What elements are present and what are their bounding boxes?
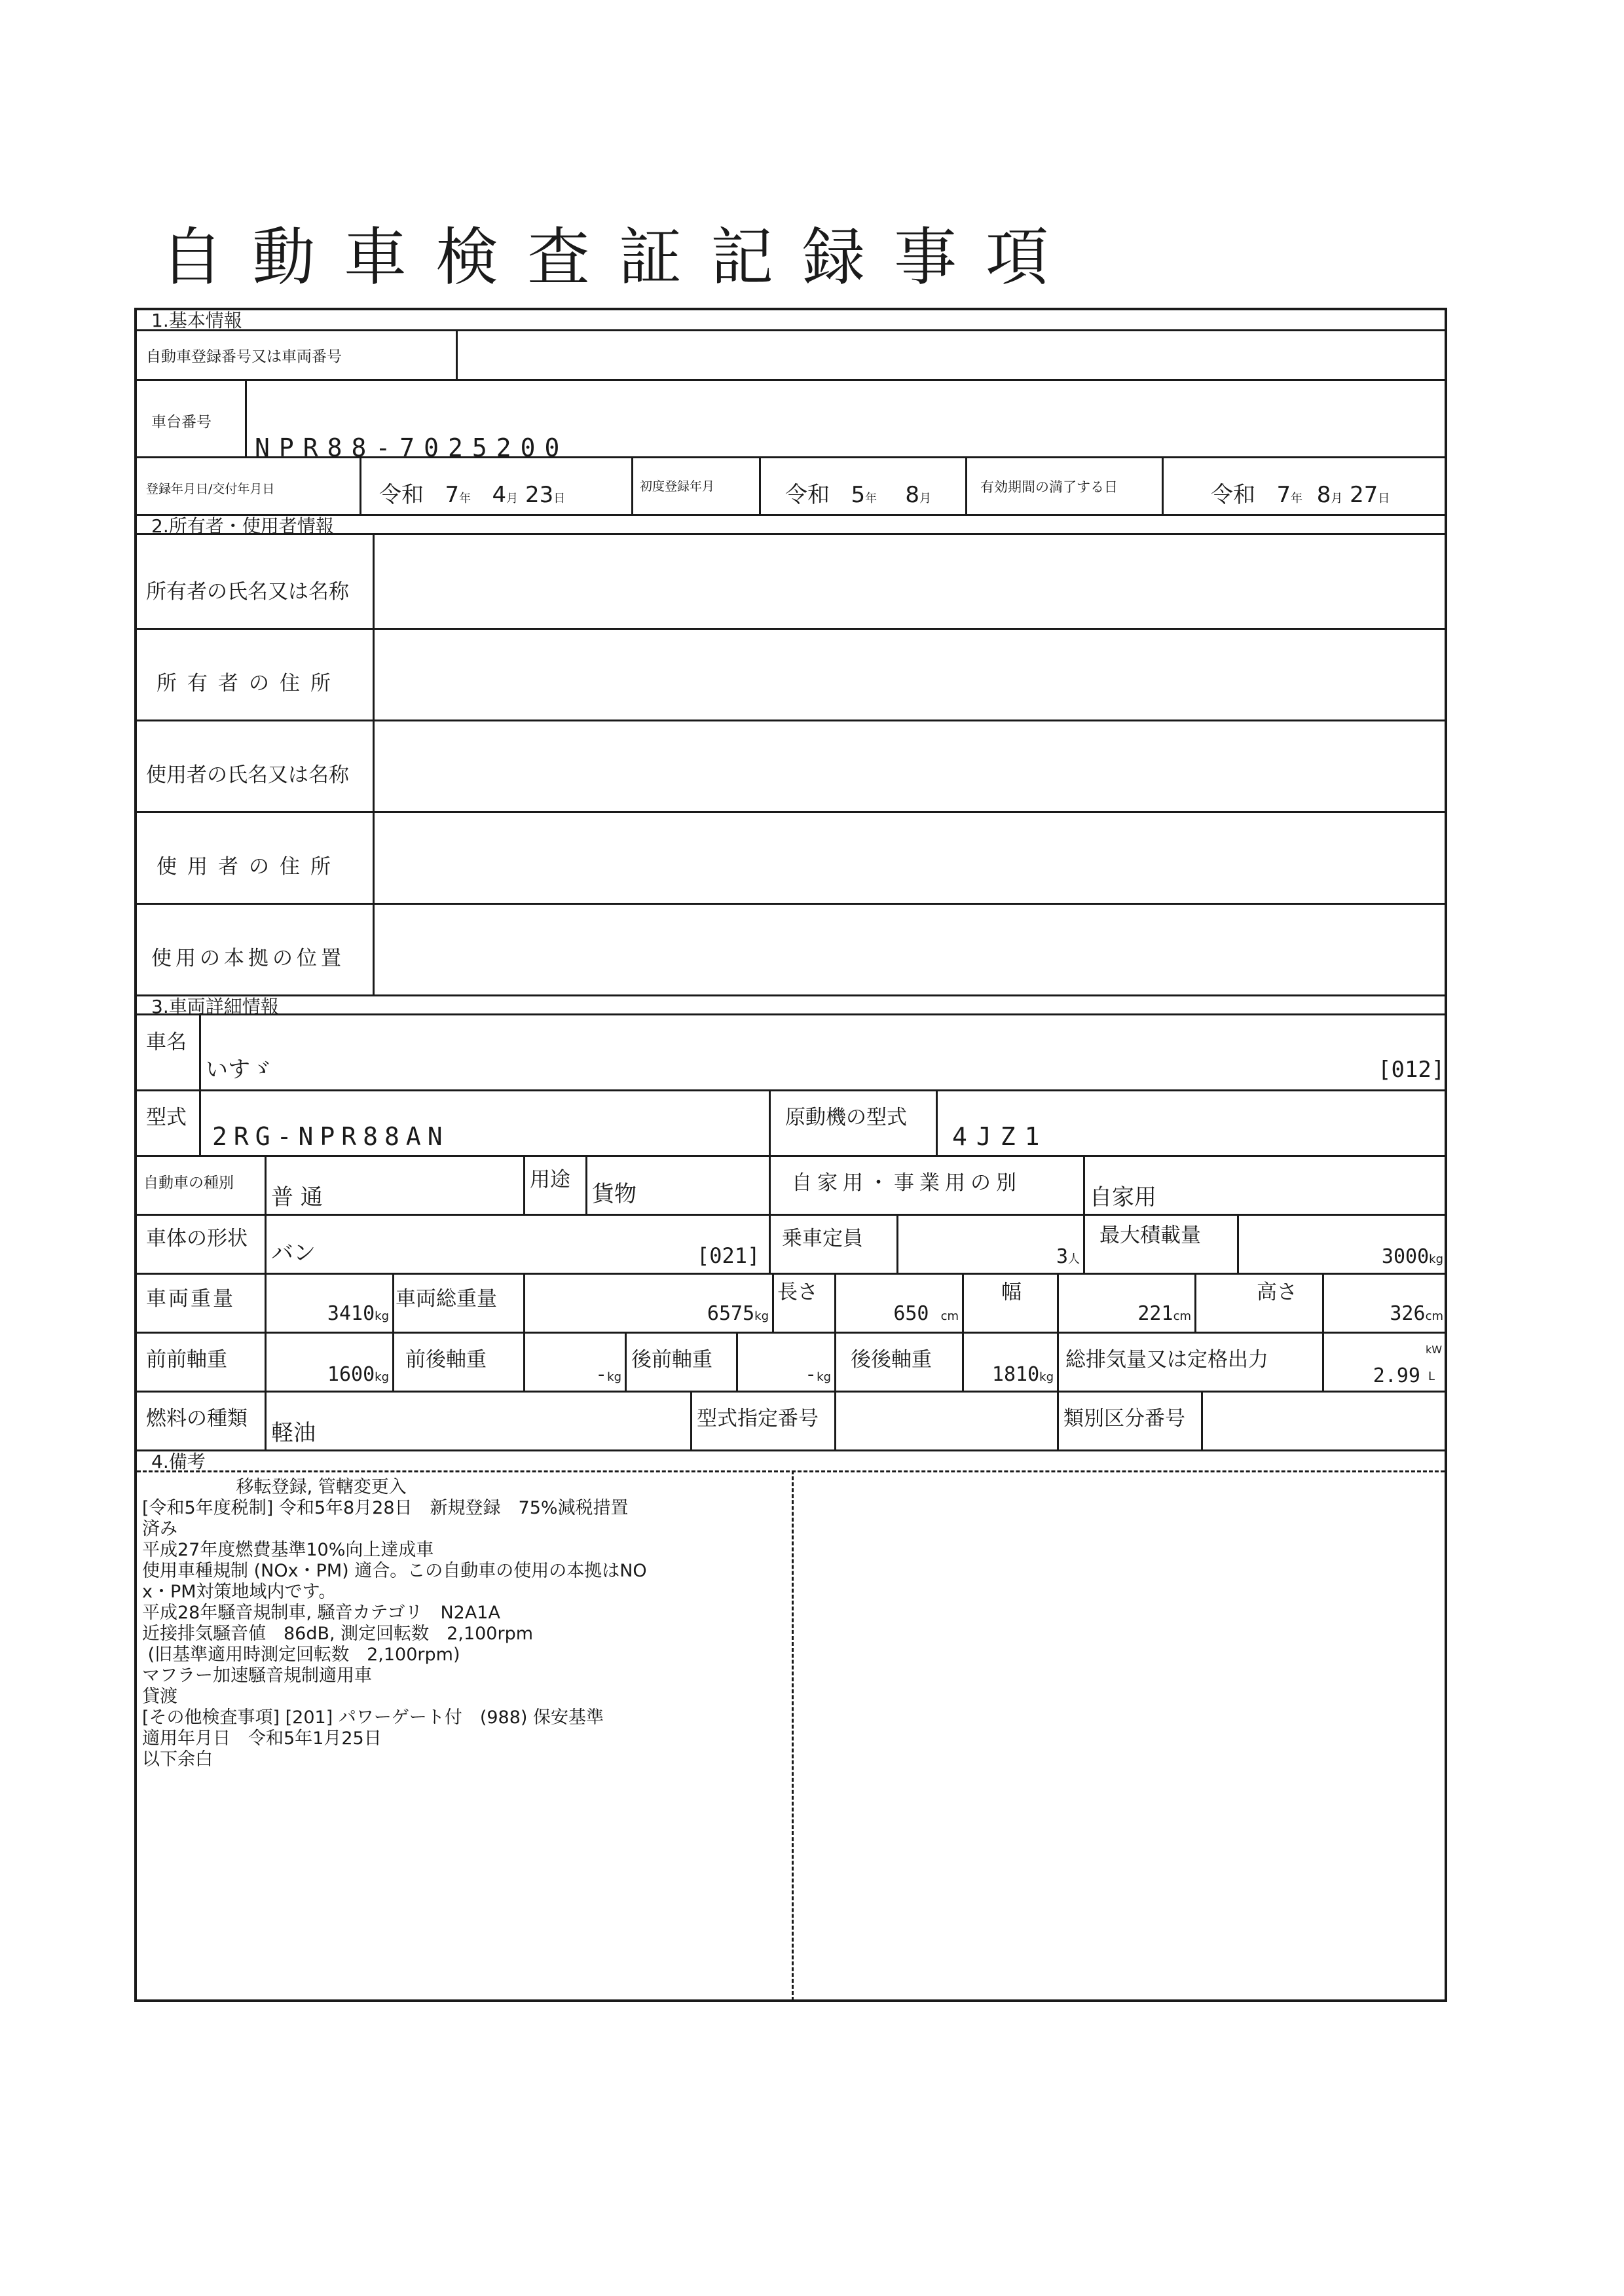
certificate-table [134,308,1447,2002]
document-title: 自動車検査証記録事項 [160,221,1077,294]
first-registration-label: 初度登録年月 [640,479,715,494]
engine-model-label: 原動機の型式 [785,1106,907,1129]
vehicle-weight-label: 車両重量 [146,1287,235,1311]
base-location-label: 使用の本拠の位置 [151,947,345,970]
max-load-label: 最大積載量 [1099,1224,1201,1247]
user-address-label: 使用者の住所 [157,855,341,879]
private-business-value: 自家用 [1090,1184,1156,1211]
front-rear-axle-label: 前後軸重 [405,1348,487,1372]
model-label: 型式 [146,1106,187,1129]
section-vehicle-header: 3.車両詳細情報 [137,994,1445,1015]
displacement-value: 2.99 [1373,1364,1420,1387]
seating-capacity-label: 乗車定員 [782,1227,863,1250]
rear-rear-axle-value: 1810kg [991,1363,1054,1386]
registration-date-label: 登録年月日/交付年月日 [146,482,275,496]
body-shape-value: バン [271,1240,316,1266]
expiry-date-label: 有効期間の満了する日 [980,479,1118,495]
rear-rear-axle-label: 後後軸重 [851,1348,932,1372]
expiry-date-value: 令和 7年 8月 27日 [1211,482,1390,508]
vehicle-kind-label: 自動車の種別 [143,1175,234,1192]
body-shape-code: [021] [697,1243,760,1268]
front-front-axle-label: 前前軸重 [146,1348,227,1372]
vehicle-kind-value: 普 通 [271,1184,323,1211]
gross-weight-label: 車両総重量 [396,1287,497,1311]
width-value: 221cm [1137,1302,1191,1325]
rear-front-axle-value: -kg [805,1363,831,1386]
displacement-unit-l: L [1428,1370,1435,1383]
section-basic-header: 1.基本情報 [137,310,1445,331]
section-owner-header: 2.所有者・使用者情報 [137,514,1445,535]
height-label: 高さ [1257,1281,1297,1304]
displacement-unit-kw: kW [1426,1343,1443,1356]
remarks-text: 移転登録, 管轄変更入 [令和5年度税制] 令和5年8月28日 新規登録 75%減税措置 済み 平成27年度燃費基準10%向上達成車 使用車種規制 (NOx・PM) 適合。この自動車の使用の本拠はNO x・PM対策地域内です。 平成28年騒音規制車, 騒音カテゴリ N2A1A 近接排気騒音値 86dB, 測定回転数 2,100rpm (旧基準適用時測定回転数 2,100rpm) マフラー加速騒音規制適用車 貸渡 [その他検査事項] [201] パワーゲート付 (988) 保安基準 適用年月日 令和5年1月25日 以下余白 [142,1477,647,1770]
registration-number-label: 自動車登録番号又は車両番号 [146,348,342,365]
engine-model-value: 4JZ1 [952,1122,1049,1151]
usage-label: 用途 [530,1168,570,1192]
max-load-value: 3000kg [1381,1245,1443,1268]
type-designation-label: 型式指定番号 [697,1407,819,1430]
vehicle-name-label: 車名 [146,1030,187,1054]
section-remarks-header: 4.備考 [137,1449,1445,1470]
rear-front-axle-label: 後前軸重 [631,1348,712,1372]
user-name-label: 使用者の氏名又は名称 [146,763,349,787]
height-value: 326cm [1390,1302,1443,1325]
registration-date-value: 令和 7年 4月 23日 [379,482,566,508]
owner-name-label: 所有者の氏名又は名称 [146,580,349,604]
body-shape-label: 車体の形状 [146,1227,248,1250]
gross-weight-value: 6575kg [707,1302,769,1325]
chassis-number-label: 車台番号 [151,414,212,431]
model-value: 2RG-NPR88AN [212,1122,449,1151]
length-label: 長さ [777,1281,818,1304]
vehicle-name-value: いすゞ [206,1057,272,1083]
vehicle-weight-value: 3410kg [327,1302,389,1325]
chassis-number-value: NPR88-7025200 [255,433,569,462]
fuel-type-value: 軽油 [271,1420,316,1446]
usage-value: 貨物 [592,1181,637,1207]
class-number-label: 類別区分番号 [1063,1407,1185,1430]
private-business-label: 自家用・事業用の別 [792,1171,1022,1195]
length-value: 650 cm [893,1302,959,1325]
width-label: 幅 [1001,1281,1022,1304]
fuel-type-label: 燃料の種類 [146,1407,248,1430]
first-registration-value: 令和 5年 8月 [785,482,931,508]
front-rear-axle-value: -kg [595,1363,621,1386]
seating-capacity-value: 3人 [1056,1245,1080,1268]
front-front-axle-value: 1600kg [327,1363,389,1386]
vehicle-name-code: [012] [1378,1057,1445,1083]
displacement-label: 総排気量又は定格出力 [1065,1348,1268,1372]
owner-address-label: 所有者の住所 [157,672,341,695]
